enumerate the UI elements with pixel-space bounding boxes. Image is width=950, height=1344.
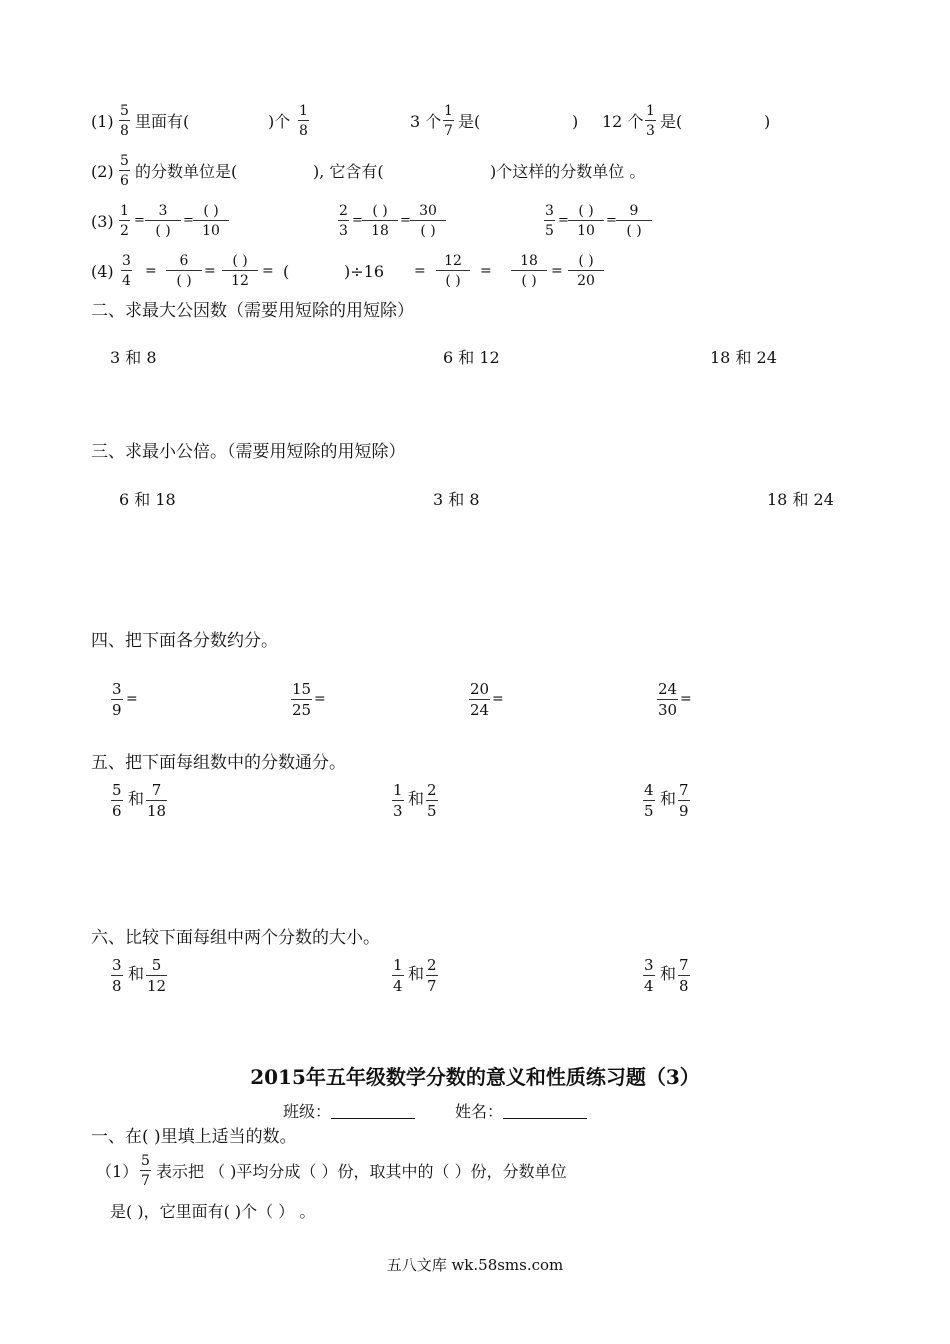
fraction: $\frac{3}{5}$ bbox=[545, 203, 554, 239]
equals: = bbox=[480, 263, 492, 279]
and-text: 和 bbox=[408, 789, 425, 808]
class-field[interactable] bbox=[283, 1104, 415, 1120]
fraction: $\frac{5}{7}$ bbox=[141, 1153, 150, 1189]
name-label: 姓名： bbox=[455, 1102, 504, 1121]
q-text: 是( )，它里面有( )个（ ） 。 bbox=[110, 1202, 316, 1221]
and-text: 和 bbox=[660, 789, 677, 808]
fraction: $\frac{20}{24}$ bbox=[470, 680, 490, 719]
fraction: ( ) 20 bbox=[568, 254, 604, 288]
q1-r1-text: ) bbox=[572, 112, 579, 131]
section-heading: 一、在( )里填上适当的数。 bbox=[91, 1127, 297, 1147]
q1-r1-text: )个 bbox=[268, 112, 291, 131]
fraction: $\frac{3}{9}$ bbox=[112, 680, 122, 719]
fraction: $\frac{5}{6}$ bbox=[120, 153, 129, 189]
q1-r2-text: )个这样的分数单位 。 bbox=[490, 162, 646, 181]
name-blank[interactable] bbox=[503, 1104, 587, 1119]
paren-open: ( bbox=[283, 262, 290, 281]
fraction: $\frac{15}{25}$ bbox=[292, 680, 312, 719]
fraction: 30 ( ) bbox=[410, 204, 446, 238]
equals: = bbox=[134, 213, 145, 228]
problem-item: 3 和 8 bbox=[433, 490, 480, 509]
fraction: $\frac{7}{9}$ bbox=[679, 781, 689, 820]
q1-r2-text: ), 它含有( bbox=[313, 162, 384, 181]
fraction: 12 ( ) bbox=[436, 254, 470, 288]
fraction: $\frac{3}{4}$ bbox=[122, 253, 131, 289]
q1-r2-label: (2) bbox=[91, 162, 114, 181]
fraction: $\frac{1}{7}$ bbox=[444, 103, 453, 139]
fraction: $\frac{2}{3}$ bbox=[339, 203, 348, 239]
problem-item: 18 和 24 bbox=[767, 490, 834, 509]
q1-r3-label: (3) bbox=[91, 212, 114, 231]
fraction: $\frac{1}{8}$ bbox=[299, 103, 308, 139]
fraction: $\frac{1}{3}$ bbox=[393, 781, 403, 820]
fraction: $\frac{7}{18}$ bbox=[147, 781, 167, 820]
section-heading: 四、把下面各分数约分。 bbox=[91, 631, 278, 651]
equals: = bbox=[680, 691, 692, 707]
problem-item: 6 和 12 bbox=[443, 348, 500, 367]
fraction: 3 ( ) bbox=[145, 204, 181, 238]
equals: = bbox=[352, 213, 363, 228]
problem-item: 3 和 8 bbox=[110, 348, 157, 367]
fraction: $\frac{5}{6}$ bbox=[112, 781, 122, 820]
equals: = bbox=[145, 263, 157, 279]
problem-item: 6 和 18 bbox=[119, 490, 176, 509]
equals: = bbox=[314, 691, 326, 707]
fraction: $\frac{24}{30}$ bbox=[658, 680, 678, 719]
fraction: ( ) 10 bbox=[193, 204, 229, 238]
fraction: $\frac{2}{5}$ bbox=[427, 781, 437, 820]
section-heading: 五、把下面每组数中的分数通分。 bbox=[91, 753, 346, 773]
fraction: ( ) 18 bbox=[362, 204, 398, 238]
and-text: 和 bbox=[660, 964, 677, 983]
fraction: ( ) 10 bbox=[568, 204, 604, 238]
fraction: ( ) 12 bbox=[222, 254, 258, 288]
fraction: $\frac{1}{4}$ bbox=[393, 956, 403, 995]
equals: = bbox=[204, 263, 216, 279]
fraction: 6 ( ) bbox=[166, 254, 202, 288]
fraction: $\frac{4}{5}$ bbox=[644, 781, 654, 820]
section-heading: 二、求最大公因数（需要用短除的用短除） bbox=[91, 301, 414, 321]
equals: = bbox=[606, 213, 617, 228]
q1-r2-text: 的分数单位是( bbox=[135, 162, 238, 181]
equals: = bbox=[558, 213, 569, 228]
q1-r1-text: ) bbox=[764, 112, 771, 131]
footer-watermark: 五八文库 wk.58sms.com bbox=[386, 1256, 564, 1274]
fraction: $\frac{5}{8}$ bbox=[120, 103, 129, 139]
q-text: 表示把 （ )平均分成（ ）份，取其中的（ ）份，分数单位 bbox=[156, 1162, 567, 1181]
and-text: 和 bbox=[408, 964, 425, 983]
q1-r4-label: (4) bbox=[91, 262, 114, 281]
fraction: 18 ( ) bbox=[511, 254, 547, 288]
q1-r1-text: 12 个 bbox=[602, 112, 644, 131]
problem-item: 18 和 24 bbox=[710, 348, 777, 367]
equals: = bbox=[183, 213, 194, 228]
q1-r1-text: 是( bbox=[458, 112, 481, 131]
fraction: $\frac{1}{2}$ bbox=[120, 203, 129, 239]
divide-text: )÷16 bbox=[344, 262, 385, 281]
q1-r1-text: 3 个 bbox=[410, 112, 442, 131]
fraction: $\frac{2}{7}$ bbox=[427, 956, 437, 995]
fraction: $\frac{3}{4}$ bbox=[644, 956, 654, 995]
equals: = bbox=[551, 263, 563, 279]
fraction: $\frac{1}{3}$ bbox=[646, 103, 655, 139]
fraction: $\frac{5}{12}$ bbox=[147, 956, 167, 995]
q1-r1-label: (1) bbox=[91, 112, 114, 131]
equals: = bbox=[492, 691, 504, 707]
class-label: 班级： bbox=[283, 1102, 332, 1121]
section-heading: 六、比较下面每组中两个分数的大小。 bbox=[91, 928, 380, 948]
q-label: （1） bbox=[96, 1162, 139, 1181]
equals: = bbox=[414, 263, 426, 279]
q1-r1-text: 是( bbox=[660, 112, 683, 131]
fraction: 9 ( ) bbox=[616, 204, 652, 238]
and-text: 和 bbox=[128, 789, 145, 808]
fraction: $\frac{7}{8}$ bbox=[679, 956, 689, 995]
fraction: $\frac{3}{8}$ bbox=[112, 956, 122, 995]
page-title: 2015年五年级数学分数的意义和性质练习题（3） bbox=[250, 1065, 700, 1089]
name-field[interactable] bbox=[455, 1104, 587, 1120]
class-blank[interactable] bbox=[331, 1104, 415, 1119]
equals: = bbox=[262, 263, 274, 279]
equals: = bbox=[400, 213, 411, 228]
and-text: 和 bbox=[128, 964, 145, 983]
equals: = bbox=[126, 691, 138, 707]
section-heading: 三、求最小公倍。（需要用短除的用短除） bbox=[91, 442, 406, 462]
q1-r1-text: 里面有( bbox=[135, 112, 190, 131]
